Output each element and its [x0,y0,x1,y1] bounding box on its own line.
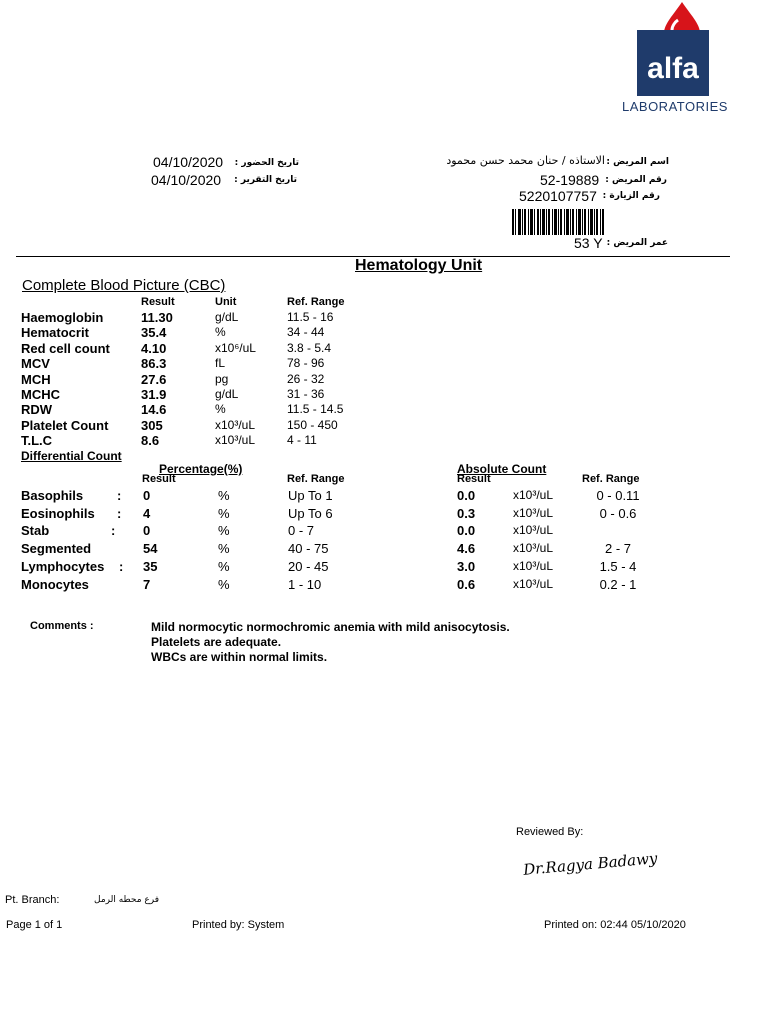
diff-abs-cell: 0.3 [457,505,476,521]
diff-pct-cell: 54 [143,541,158,557]
comments-block [151,620,510,665]
cbc-name-cell: RDW [21,402,53,418]
diff-pct-ref-cell: 1 - 10 [288,576,322,592]
diff-pct-ref-cell: Up To 1 [288,488,333,503]
cbc-name-cell: Hematocrit [21,325,89,341]
cbc-ref-cell: 4 - 11 [287,433,317,448]
diff-header-result: Result [142,473,176,485]
diff-abs-cell: 0.0 [457,488,476,503]
patient-name: الاستاذه / حنان محمد حسن محمود [446,154,605,167]
logo-word: alfa [647,52,699,85]
cbc-result-cell: 31.9 [141,387,167,402]
cbc-ref-cell: 3.8 - 5.4 [287,340,332,355]
cbc-result-cell: 8.6 [141,433,160,449]
cbc-ref-cell: 26 - 32 [287,371,325,386]
alfa-logo [622,0,730,120]
cbc-ref-cell: 11.5 - 16 [287,310,334,324]
cbc-name-cell: Platelet Count [21,417,109,433]
patient-name-label: اسم المريض : [606,157,669,167]
logo-subtitle: LABORATORIES [622,99,728,114]
cbc-name-cell: Haemoglobin [21,310,104,325]
diff-abs-cell: 0.0 [457,523,476,539]
comments-label: Comments : [30,620,94,632]
cbc-result-cell: 35.4 [141,325,167,341]
cbc-unit-cell: % [215,325,226,340]
diff-pct-cell: 4 [143,505,151,521]
diff-abs-cell: 3.0 [457,558,476,574]
diff-abs-ref-cell: 0 - 0.11 [596,488,640,503]
diff-abs-unit-cell: x10³/uL [513,488,554,502]
patient-age: 53 Y [574,235,603,251]
diff-pct-unit-cell: % [218,541,230,557]
diff-pct-unit-cell: % [218,576,230,592]
cbc-unit-cell: % [215,402,226,417]
diff-pct-unit-cell: % [218,488,230,503]
diff-abs-cell: 4.6 [457,541,476,557]
cbc-unit-cell: x10³/uL [215,417,256,432]
diff-abs-unit-cell: x10³/uL [513,505,554,520]
diff-pct-unit-cell: % [218,523,230,539]
diff-name-cell: Monocytes [21,576,89,592]
visit-number: 5220107757 [519,188,597,204]
diff-abs-ref-cell: 0.2 - 1 [599,576,637,592]
cbc-name-cell: MCV [21,356,50,372]
diff-pct-cell: 0 [143,488,151,503]
diff-name-cell: Segmented [21,541,92,557]
unit-title: Hematology Unit [355,257,483,274]
branch-value: فرع محطه الرمل [94,895,160,905]
printed-on: Printed on: 02:44 05/10/2020 [544,919,686,931]
cbc-unit-cell: x10⁶/uL [215,340,256,355]
cbc-unit-cell: pg [215,371,229,386]
cbc-result-cell: 86.3 [141,356,167,372]
cbc-result-cell: 14.6 [141,402,167,418]
diff-name-cell: Lymphocytes [21,558,105,574]
diff-colon: : [117,505,122,521]
page-number: Page 1 of 1 [6,919,63,931]
signature: Dr.Ragya Badawy [522,849,659,879]
diff-header-ref: Ref. Range [287,473,345,485]
diff-pct-ref-cell: Up To 6 [288,505,333,521]
report-date: 04/10/2020 [151,172,222,188]
diff-pct-ref-cell: 20 - 45 [288,558,329,574]
attend-date-label: تاريخ الحضور : [234,158,299,168]
diff-abs-unit-cell: x10³/uL [513,523,554,538]
branch-label: Pt. Branch: [5,894,60,906]
cbc-ref-cell: 78 - 96 [287,356,325,371]
diff-abs-ref-cell: 0 - 0.6 [599,505,637,521]
diff-name-cell: Eosinophils [21,505,95,521]
cbc-result-cell: 27.6 [141,371,167,387]
diff-header-abs-ref: Ref. Range [582,473,640,485]
diff-pct-cell: 7 [143,576,151,592]
diff-pct-cell: 0 [143,523,151,539]
cbc-header-unit: Unit [215,296,237,308]
cbc-name-cell: Red cell count [21,340,110,356]
reviewed-by-label: Reviewed By: [516,826,584,838]
cbc-name-cell: T.L.C [21,433,53,449]
visit-number-label: رقم الزيارة : [602,191,660,201]
attend-date: 04/10/2020 [153,154,224,170]
diff-title: Differential Count [21,449,122,463]
header-divider [16,256,730,257]
diff-abs-ref-cell: 2 - 7 [604,541,631,557]
diff-pct-unit-cell: % [218,505,230,521]
cbc-ref-cell: 31 - 36 [287,387,325,401]
comment-line: WBCs are within normal limits. [151,650,328,664]
cbc-header-result: Result [141,296,175,308]
diff-pct-ref-cell: 0 - 7 [288,523,315,539]
patient-id: 52-19889 [540,172,600,188]
cbc-title: Complete Blood Picture (CBC) [22,277,226,294]
barcode-icon [512,209,604,235]
cbc-ref-cell: 11.5 - 14.5 [287,402,344,417]
diff-name-cell: Basophils [21,488,84,503]
diff-name-cell: Stab [21,523,50,539]
diff-percentage-title: Percentage(%) [159,462,243,476]
comment-line: Platelets are adequate. [151,635,282,649]
diff-absolute-title: Absolute Count [457,462,547,476]
diff-abs-unit-cell: x10³/uL [513,541,554,556]
cbc-name-cell: MCHC [21,387,60,402]
diff-abs-ref-cell: 1.5 - 4 [599,558,637,574]
patient-age-label: عمر المريض : [606,238,668,248]
cbc-unit-cell: x10³/uL [215,433,256,448]
diff-abs-cell: 0.6 [457,576,476,592]
cbc-unit-cell: g/dL [215,387,239,401]
diff-pct-ref-cell: 40 - 75 [288,541,329,557]
diff-pct-cell: 35 [143,558,158,574]
diff-pct-unit-cell: % [218,558,230,574]
comment-line: Mild normocytic normochromic anemia with mild anisocytosis. [151,620,510,634]
cbc-header-ref: Ref. Range [287,296,345,308]
cbc-result-cell: 4.10 [141,340,167,356]
cbc-unit-cell: g/dL [215,310,239,324]
patient-id-label: رقم المريض : [605,175,667,185]
cbc-ref-cell: 150 - 450 [287,417,338,432]
printed-by: Printed by: System [192,919,285,931]
diff-abs-unit-cell: x10³/uL [513,576,554,591]
diff-header-abs-result: Result [457,473,491,485]
cbc-unit-cell: fL [215,356,226,371]
diff-colon: : [111,523,116,539]
cbc-name-cell: MCH [21,371,51,387]
diff-abs-unit-cell: x10³/uL [513,558,554,573]
report-date-label: تاريخ التقرير : [234,175,297,185]
cbc-result-cell: 11.30 [141,310,173,325]
cbc-ref-cell: 34 - 44 [287,325,325,340]
cbc-result-cell: 305 [141,417,163,433]
diff-colon: : [117,488,122,503]
diff-colon: : [119,558,124,574]
